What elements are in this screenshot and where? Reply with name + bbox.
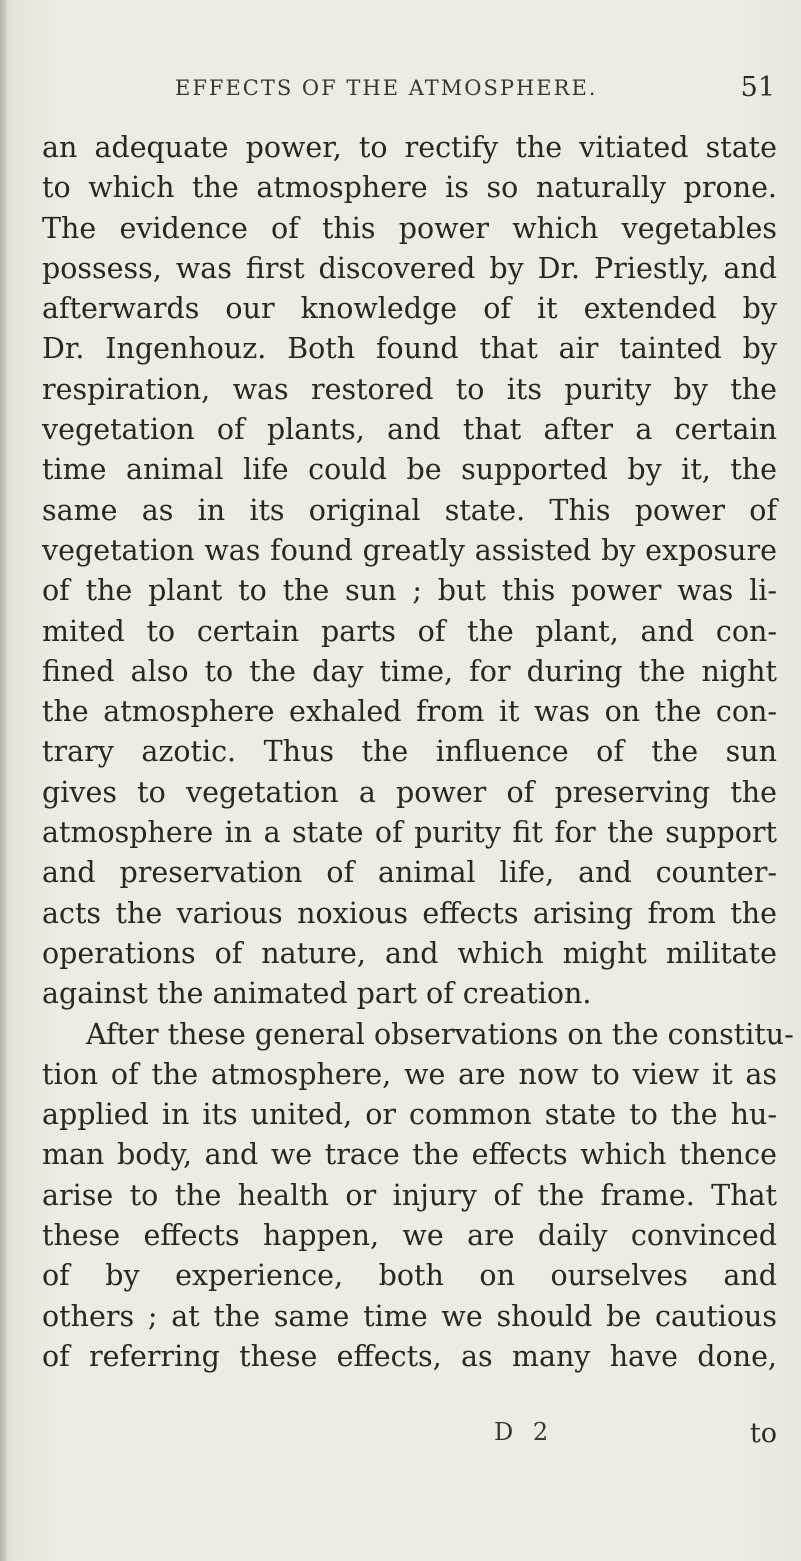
running-head: EFFECTS OF THE ATMOSPHERE. (175, 76, 598, 100)
text-line: possess, was first discovered by Dr. Priestly, and (42, 251, 777, 285)
text-line: these effects happen, we are daily convinced (42, 1219, 777, 1253)
page-footer (42, 1418, 777, 1454)
text-line: fined also to the day time, for during the night (42, 654, 777, 688)
text-line: The evidence of this power which vegetables (42, 211, 777, 245)
text-line: an adequate power, to rectify the vitiated state (42, 131, 777, 164)
text-line: to which the atmosphere is so naturally prone. (42, 171, 777, 205)
text-line: of referring these effects, as many have done, (42, 1339, 777, 1373)
text-line: afterwards our knowledge of it extended by (42, 292, 777, 326)
text-line: acts the various noxious effects arising from the (42, 896, 777, 930)
text-line: time animal life could be supported by it, the (42, 453, 777, 487)
catchword: to (749, 1418, 777, 1449)
page-number: 51 (740, 72, 775, 103)
body-text (42, 128, 794, 1377)
text-line: of the plant to the sun ; but this power was li- (42, 574, 777, 608)
text-line: and preservation of animal life, and counter- (42, 856, 777, 890)
text-line: operations of nature, and which might militate (42, 936, 777, 970)
paragraph-start-line: After these general observations on the constitu- (86, 1017, 794, 1051)
text-line: others ; at the same time we should be cautious (42, 1299, 777, 1333)
text-line: of by experience, both on ourselves and (42, 1259, 777, 1293)
text-line: the atmosphere exhaled from it was on the con- (42, 695, 777, 729)
text-line: man body, and we trace the effects which thence (42, 1138, 777, 1172)
binding-gutter (0, 0, 8, 1561)
text-line: vegetation of plants, and that after a certain (42, 413, 777, 447)
paragraph-end-line: against the animated part of creation. (42, 977, 592, 1011)
text-line: gives to vegetation a power of preserving the (42, 775, 777, 809)
text-line: vegetation was found greatly assisted by exposure (42, 533, 777, 567)
text-line: mited to certain parts of the plant, and con- (42, 614, 777, 648)
text-line: arise to the health or injury of the frame. That (42, 1178, 777, 1212)
text-line: Dr. Ingenhouz. Both found that air tainted by (42, 332, 777, 366)
text-line: same as in its original state. This power of (42, 493, 777, 527)
signature-mark: D 2 (494, 1418, 555, 1446)
text-line: respiration, was restored to its purity by the (42, 372, 777, 406)
page-header (175, 70, 775, 116)
text-line: atmosphere in a state of purity fit for the support (42, 816, 777, 850)
text-line: tion of the atmosphere, we are now to view it as (42, 1057, 777, 1091)
text-line: applied in its united, or common state to the hu- (42, 1098, 777, 1132)
text-line: trary azotic. Thus the influence of the sun (42, 735, 777, 769)
